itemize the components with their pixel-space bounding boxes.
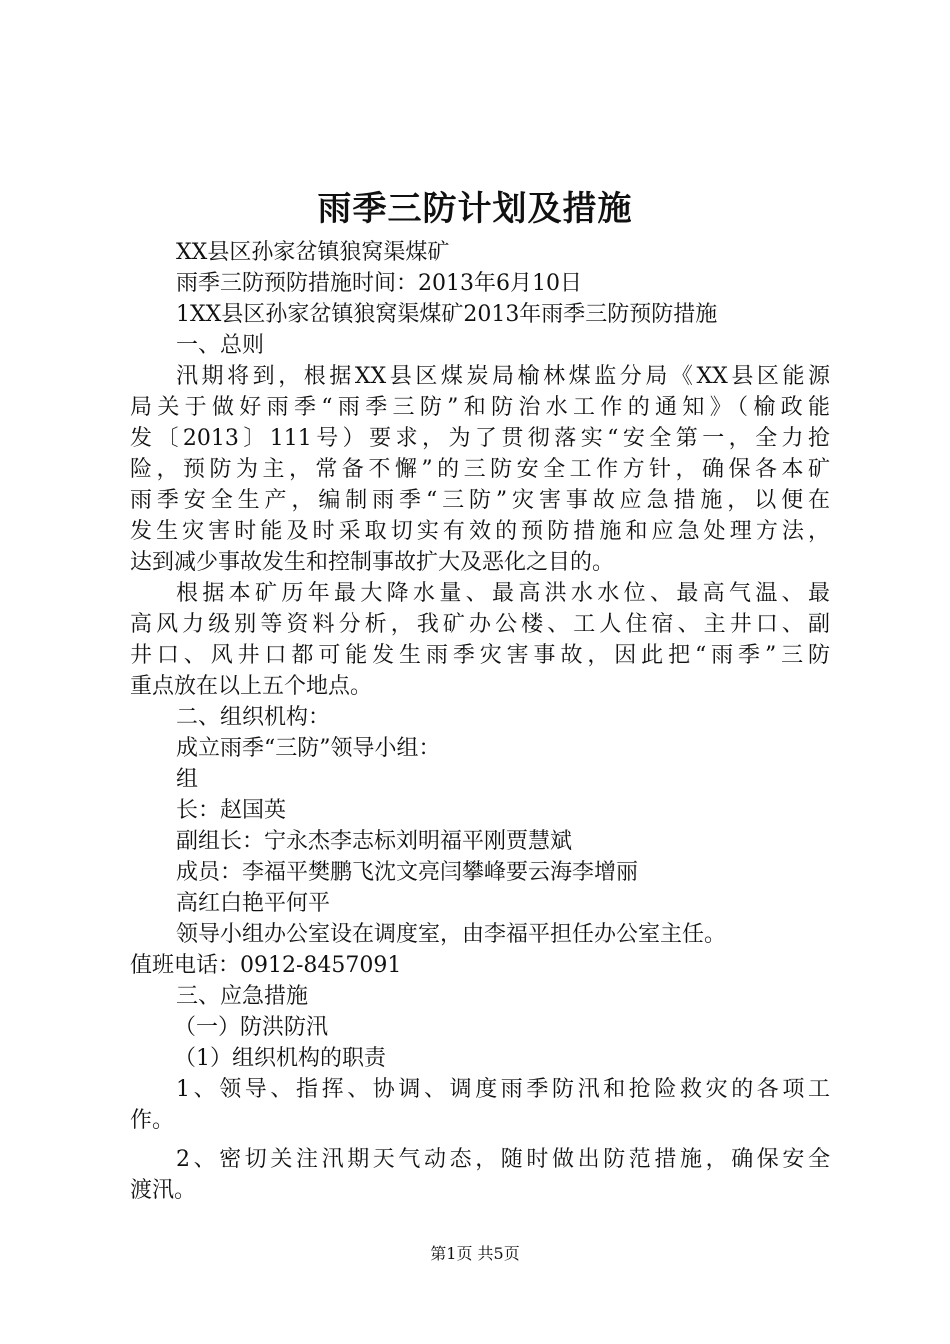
text-line: 领导小组办公室设在调度室，由李福平担任办公室主任。 xyxy=(176,922,727,947)
paragraph-line: 汛期将到，根据XX县区煤炭局榆林煤监分局《XX县区能源 xyxy=(176,364,830,389)
document-title: 雨季三防计划及措施 xyxy=(317,189,633,229)
phone-line: 值班电话：0912-8457091 xyxy=(130,953,402,978)
text-line: 副组长：宁永杰李志标刘明福平刚贾慧斌 xyxy=(176,829,573,854)
paragraph-line: 达到减少事故发生和控制事故扩大及恶化之目的。 xyxy=(130,550,615,575)
paragraph-line: 发〔2013〕111号）要求，为了贯彻落实“安全第一，全力抢 xyxy=(130,426,830,451)
section-heading-emergency: 三、应急措施 xyxy=(176,984,309,1009)
paragraph-line: 险，预防为主，常备不懈”的三防安全工作方针，确保各本矿 xyxy=(130,457,830,482)
paragraph-line: 高风力级别等资料分析，我矿办公楼、工人住宿、主井口、副 xyxy=(130,612,830,637)
subtitle-line: 1XX县区孙家岔镇狼窝渠煤矿2013年雨季三防预防措施 xyxy=(176,302,718,327)
text-line: 成员：李福平樊鹏飞沈文亮闫攀峰要云海李增丽 xyxy=(176,860,639,885)
paragraph-line: 发生灾害时能及时采取切实有效的预防措施和应急处理方法， xyxy=(130,519,830,544)
mine-name-line: XX县区孙家岔镇狼窝渠煤矿 xyxy=(176,240,450,265)
section-heading-organization: 二、组织机构： xyxy=(176,705,331,730)
paragraph-line: 局关于做好雨季“雨季三防”和防治水工作的通知》（榆政能 xyxy=(130,395,830,420)
section-heading-general: 一、总则 xyxy=(176,333,265,358)
text-line: 成立雨季“三防”领导小组： xyxy=(176,736,441,761)
page-footer: 第1页 共5页 xyxy=(430,1244,520,1263)
text-line: 长：赵国英 xyxy=(176,798,287,823)
date-line: 雨季三防预防措施时间：2013年6月10日 xyxy=(176,271,582,296)
list-item-line: 作。 xyxy=(130,1108,175,1133)
paragraph-line: 根据本矿历年最大降水量、最高洪水水位、最高气温、最 xyxy=(176,581,830,606)
list-item-line: 1、领导、指挥、协调、调度雨季防汛和抢险救灾的各项工 xyxy=(176,1077,830,1102)
text-line: 组 xyxy=(176,767,199,792)
subsection-heading: （一）防洪防汛 xyxy=(174,1015,329,1040)
list-item-line: 渡汛。 xyxy=(130,1178,197,1203)
text-line: 高红白艳平何平 xyxy=(176,891,331,916)
subsection-heading: （1）组织机构的职责 xyxy=(174,1046,386,1071)
paragraph-line: 重点放在以上五个地点。 xyxy=(130,674,373,699)
paragraph-line: 雨季安全生产，编制雨季“三防”灾害事故应急措施，以便在 xyxy=(130,488,830,513)
document-body xyxy=(130,237,830,1206)
paragraph-line: 井口、风井口都可能发生雨季灾害事故，因此把“雨季”三防 xyxy=(130,643,830,668)
list-item-line: 2、密切关注汛期天气动态，随时做出防范措施，确保安全 xyxy=(176,1147,830,1172)
